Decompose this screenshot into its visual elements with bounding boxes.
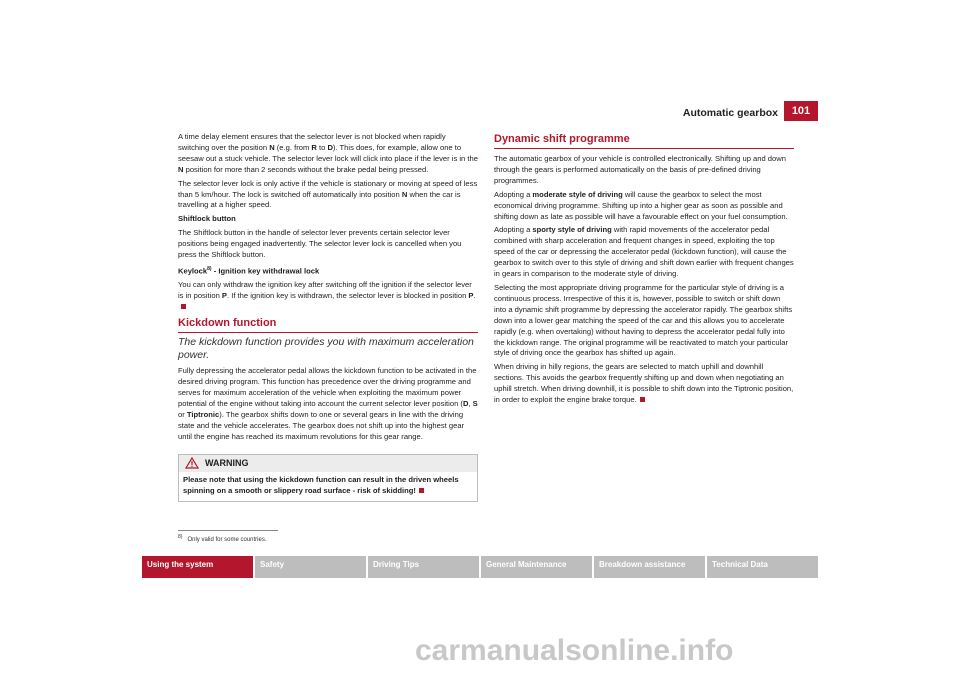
right-column [494,132,794,409]
nav-tab-breakdown-assistance[interactable]: Breakdown assistance [594,556,705,578]
shiftlock-heading: Shiftlock button [178,214,236,224]
page-number-badge: 101 [784,101,818,121]
warning-header [179,455,477,472]
left-column [178,132,478,502]
nav-tab-general-maintenance[interactable]: General Maintenance [481,556,592,578]
paragraph-hilly-regions: When driving in hilly regions, the gears are selected to match uphill and downhill sections. This avoids the gearbox frequently shifting up and down when negotiating an uphill stretch. When driving downhill, it is possible to shift down into the Tiptronic position, in order to exploit the engine brake torque. [494,362,794,405]
shiftlock-text: The Shiftlock button in the handle of selector lever prevents certain selector lever positions being engaged inadvertently. The selector lever lock is cancelled when you press the Shiftlock button. [178,228,462,260]
warning-text: Please note that using the kickdown function can result in the driven wheels spinning on a smooth or slippery road surface - risk of skidding! [183,475,459,496]
section-end-mark [419,488,424,493]
keylock-text: You can only withdraw the ignition key after switching off the ignition if the selector lever is in position P. If the ignition key is withdrawn, the selector lever is blocked in position P. [178,280,478,313]
section-end-mark [640,397,645,402]
paragraph-time-delay: A time delay element ensures that the selector lever is not blocked when rapidly switching over the position N (e.g. from R to D). This does, for example, allow one to seesaw out a stuck vehicle. The selector lever lock will click into place if the lever is in the N position for more than 2 seconds without the brake pedal being pressed. [178,132,478,174]
nav-tab-safety[interactable]: Safety [255,556,366,578]
chapter-navigation [142,556,818,578]
kickdown-intro: The kickdown function provides you with maximum acceleration power. [178,336,474,362]
warning-title: WARNING [205,458,249,469]
section-end-mark [181,304,186,309]
footnote-ref: 8) [207,265,212,272]
nav-tab-driving-tips[interactable]: Driving Tips [368,556,479,578]
dynamic-shift-section-title: Dynamic shift programme [494,132,794,149]
nav-tab-technical-data[interactable]: Technical Data [707,556,818,578]
footnote: $^{8)}$ Only valid for some countries. [178,534,267,543]
paragraph-programme-selection: Selecting the most appropriate driving programme for the particular style of driving is a continuous process. Irrespective of this it is, however, possible to switch or shift down into a dynamic shift programme by depressing the accelerator rapidly. The gearbox shifts down into a lower gear matching the speed of the car and this allows you to accelerate rapidly (e.g. when overtaking) without having to depress the accelerator pedal fully into the kickdown range. The original programme will be reactivated to match your particular style of driving once the gearbox has shifted up again. [494,282,793,358]
kickdown-section-title: Kickdown function [178,316,478,333]
warning-triangle-icon [185,457,199,475]
nav-tab-using-the-system[interactable]: Using the system [142,556,253,578]
warning-box [178,454,478,502]
keylock-heading: Keylock$^{8)}$ - Ignition key withdrawal lock [178,265,320,276]
paragraph-electronic-control: The automatic gearbox of your vehicle is controlled electronically. Shifting up and down through the gears is performed automatically on the basis of pre-defined driving programmes. [494,154,786,185]
footnote-divider [178,530,278,531]
paragraph-sporty-style: Adopting a sporty style of driving with rapid movements of the accelerator pedal combined with sharp acceleration and frequent changes in speed, exploiting the top speed of the car or depressing the accelerator pedal (kickdown function), will cause the gearbox to switch over to this style of driving and shift down earlier with frequent changes in gears in comparison to the moderate style of driving. [494,225,794,279]
watermark-text: carmanualsonline.info [415,634,734,667]
kickdown-text: Fully depressing the accelerator pedal allows the kickdown function to be activated in the desired driving program. This function has precedence over the driving programme and serves for maximum acceleration of the vehicle when exploiting the maximum power potential of the engine without taking into account the current selector lever position (D, S or Tiptronic). The gearbox shifts down to one or several gears in line with the driving state and the vehicle accelerates. The gearbox does not shift up into the highest gear until the engine has reached its maximum revolutions for this gear range. [178,366,478,441]
running-header-title: Automatic gearbox [682,107,778,119]
paragraph-moderate-style: Adopting a moderate style of driving will cause the gearbox to select the most economical driving programme. Shifting up into a higher gear as soon as possible and shifting down as late as possible will have a favourable effect on your fuel consumption. [494,189,788,221]
paragraph-lock-active: The selector lever lock is only active if the vehicle is stationary or moving at speed of less than 5 km/hour. The lock is switched off automatically into position N when the car is travelling at a higher speed. [178,178,478,210]
